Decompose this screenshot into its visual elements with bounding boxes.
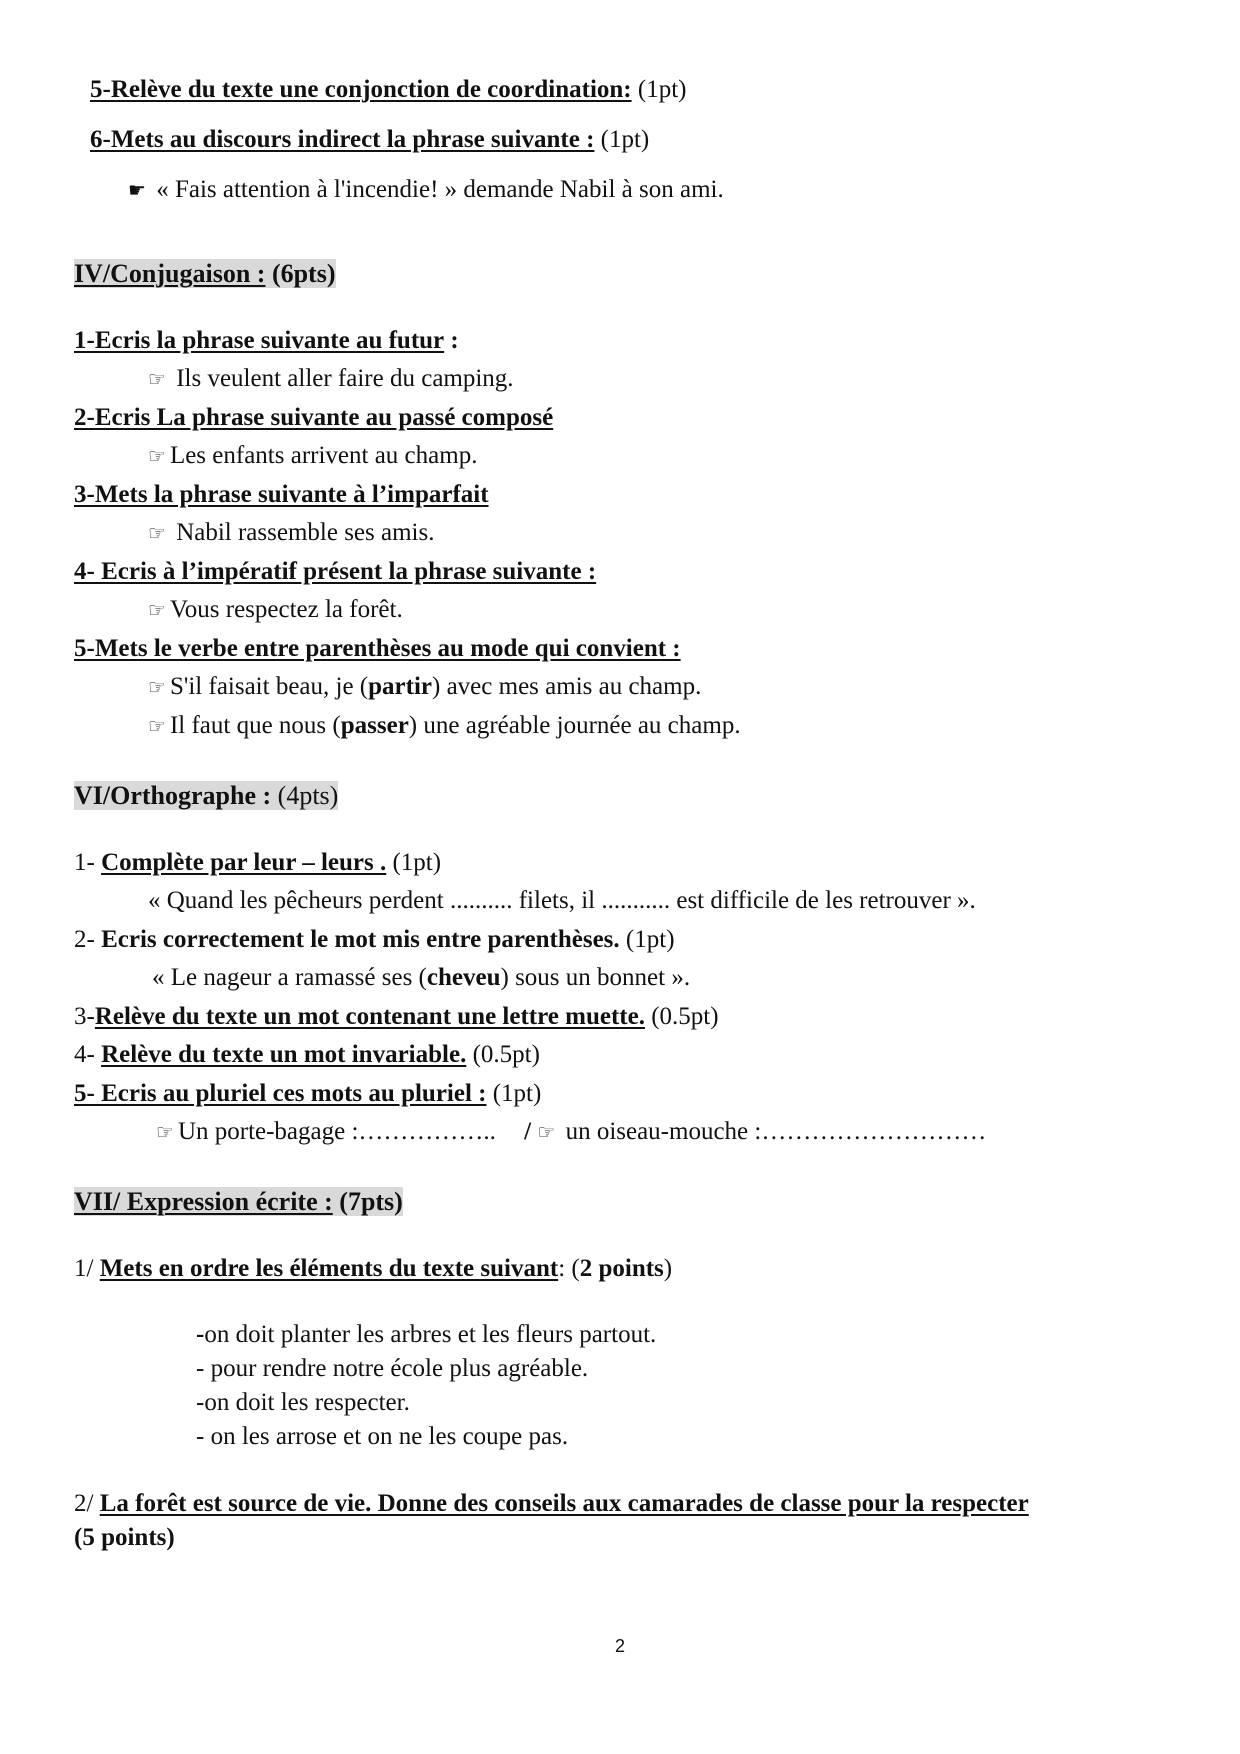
pointing-hand-icon: ☞ xyxy=(148,714,166,738)
conj-q4-item: ☞ Vous respectez la forêt. xyxy=(148,596,403,623)
ortho-q1: 1- Complète par leur – leurs . (1pt) xyxy=(74,849,442,876)
expr-q1-item: - pour rendre notre école plus agréable. xyxy=(196,1355,589,1382)
pointing-hand-icon: ☞ xyxy=(148,598,166,622)
pointing-hand-icon: ☞ xyxy=(148,444,166,468)
expr-q1-item: - on les arrose et on ne les coupe pas. xyxy=(196,1423,569,1450)
q6-indirect-speech xyxy=(90,124,649,156)
expr-q1: 1/ Mets en ordre les éléments du texte suivant: (2 points) xyxy=(74,1255,673,1282)
q5-points: (1pt) xyxy=(637,76,687,103)
orthographe-points: (4pts) xyxy=(277,781,339,810)
orthographe-title: VI/Orthographe : xyxy=(74,781,272,810)
ortho-q3: 3-Relève du texte un mot contenant une lettre muette. (0.5pt) xyxy=(74,1003,719,1030)
q6-title: 6-Mets au discours indirect la phrase suivante : xyxy=(90,126,595,153)
conj-q3: 3-Mets la phrase suivante à l’imparfait xyxy=(74,481,489,508)
pointing-hand-icon: ☞ xyxy=(156,1120,174,1144)
ortho-q5-items: ☞ Un porte-bagage :…………….. / ☞ un oiseau-mouche :……………………… xyxy=(156,1118,987,1145)
conj-q3-item: ☞ Nabil rassemble ses amis. xyxy=(148,519,435,546)
pointing-hand-icon: ☞ xyxy=(148,367,166,391)
q5-title: 5-Relève du texte une conjonction de coordination: xyxy=(90,76,632,103)
expression-title: VII/ Expression écrite : xyxy=(74,1187,333,1216)
ortho-q2: 2- Ecris correctement le mot mis entre parenthèses. (1pt) xyxy=(74,926,675,953)
pointing-hand-icon: ☞ xyxy=(537,1120,556,1144)
expr-q1-item: -on doit planter les arbres et les fleurs partout. xyxy=(196,1321,657,1348)
conj-q5-item2: ☞ Il faut que nous (passer) une agréable journée au champ. xyxy=(148,712,741,739)
conj-q5-item1: ☞ S'il faisait beau, je (partir) avec mes amis au champ. xyxy=(148,673,702,700)
ortho-q1-item: « Quand les pêcheurs perdent .......... filets, il ........... est difficile de les retrouver ». xyxy=(148,887,976,914)
pointing-hand-icon: ☞ xyxy=(148,675,166,699)
conj-q4: 4- Ecris à l’impératif présent la phrase suivante : xyxy=(74,558,597,585)
pointing-hand-icon: ☛ xyxy=(128,178,146,202)
expr-q2-points: (5 points) xyxy=(74,1524,175,1551)
q5-conjunction xyxy=(90,74,686,106)
conj-q5: 5-Mets le verbe entre parenthèses au mode qui convient : xyxy=(74,635,681,662)
conj-q2: 2-Ecris La phrase suivante au passé composé xyxy=(74,404,554,431)
conjugaison-heading xyxy=(74,258,336,290)
orthographe-heading xyxy=(74,780,338,812)
conjugaison-title: IV/Conjugaison : xyxy=(74,259,266,288)
expr-q2: 2/ La forêt est source de vie. Donne des conseils aux camarades de classe pour la respecter xyxy=(74,1490,1029,1517)
pointing-hand-icon: ☞ xyxy=(148,521,166,545)
expression-points: (7pts) xyxy=(339,1187,403,1216)
conj-q1: 1-Ecris la phrase suivante au futur : xyxy=(74,327,459,354)
q6-points: (1pt) xyxy=(600,126,650,153)
q6-sentence: « Fais attention à l'incendie! » demande Nabil à son ami. xyxy=(156,176,724,203)
ortho-q4: 4- Relève du texte un mot invariable. (0.5pt) xyxy=(74,1041,540,1068)
expr-q1-item: -on doit les respecter. xyxy=(196,1389,410,1416)
ortho-q2-item: « Le nageur a ramassé ses (cheveu) sous un bonnet ». xyxy=(152,964,691,991)
ortho-q5: 5- Ecris au pluriel ces mots au pluriel : (1pt) xyxy=(74,1080,542,1107)
conj-q2-item: ☞ Les enfants arrivent au champ. xyxy=(148,442,478,469)
conj-q1-item: ☞ Ils veulent aller faire du camping. xyxy=(148,365,514,392)
page-number: 2 xyxy=(614,1636,625,1656)
q6-sentence-line xyxy=(128,174,724,206)
conjugaison-points: (6pts) xyxy=(271,259,336,288)
expression-heading xyxy=(74,1186,403,1218)
